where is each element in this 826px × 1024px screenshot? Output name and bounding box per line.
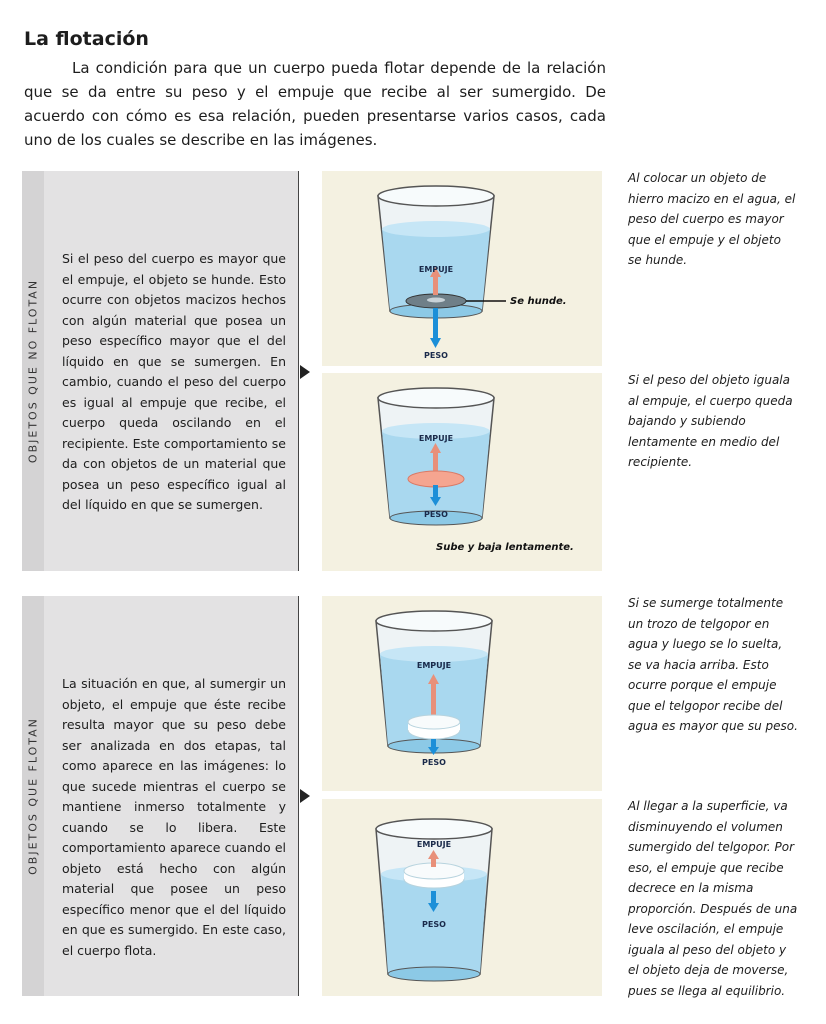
section-side-label: OBJETOS QUE FLOTAN — [26, 717, 40, 875]
figure-rising — [322, 596, 602, 791]
peso-label: PESO — [422, 920, 446, 929]
figure-note: Sube y baja lentamente. — [436, 542, 574, 553]
section-body-text: Si el peso del cuerpo es mayor que el empuje, el objeto se hunde. Esto ocurre con objetos macizos hechos con algún material que posea un peso específico mayor que el del líquido en que se sumergen. En cambio, cuando el peso del cuerpo es igual al empuje que recibe, el cuerpo queda oscilando en el recipiente. Este comportamiento se da con objetos de un material que posea un peso específico igual al del líquido en que se sumergen. — [62, 251, 286, 512]
peso-label: PESO — [422, 758, 446, 767]
figure-note: Se hunde. — [510, 296, 567, 307]
pointer-arrow-icon — [300, 789, 310, 803]
pointer-arrow-icon — [300, 365, 310, 379]
empuje-label: EMPUJE — [416, 661, 452, 670]
section-flotan-box — [22, 596, 298, 996]
figure-floating — [322, 799, 602, 996]
figure-caption: Si el peso del objeto iguala al empuje, el cuerpo queda bajando y subiendo lentamente en medio del recipiente. — [628, 373, 793, 469]
figure-oscillating — [322, 373, 602, 571]
peso-label: PESO — [424, 351, 448, 360]
figure-caption: Si se sumerge totalmente un trozo de telgopor en agua y luego se lo suelta, se va hacia arriba. Esto ocurre porque el empuje que el telgopor recibe del agua es mayor que su peso. — [628, 596, 798, 733]
side-strip — [22, 596, 44, 996]
empuje-label: EMPUJE — [418, 434, 454, 443]
section-body-text: La situación en que, al sumergir un objeto, el empuje que éste recibe resulta mayor que su peso debe ser analizada en dos etapas, tal como aparece en las imágenes: lo que sucede mientras el cuerpo se mantiene inmerso totalmente y cuando se lo libera. Este comportamiento aparece cuando el objeto está hecho con algún material que posee un peso específico menor que el del líquido en que es sumergido. En este caso, el cuerpo flota. — [62, 676, 286, 958]
section-side-label: OBJETOS QUE NO FLOTAN — [26, 278, 40, 464]
side-strip — [22, 171, 44, 571]
page-title: La flotación — [24, 28, 149, 50]
figure-caption: Al colocar un objeto de hierro macizo en el agua, el peso del cuerpo es mayor que el empuje y el objeto se hunde. — [628, 171, 796, 267]
intro-paragraph: La condición para que un cuerpo pueda flotar depende de la relación que se da entre su peso y el empuje que recibe al ser sumergido. De acuerdo con cómo es esa relación, pueden presentarse varios casos, cada uno de los cuales se describe en las imágenes. — [24, 59, 606, 149]
peso-label: PESO — [424, 510, 448, 519]
figure-caption: Al llegar a la superficie, va disminuyendo el volumen sumergido del telgopor. Por eso, el empuje que recibe decrece en la misma proporción. Después de una leve oscilación, el empuje iguala al peso del objeto y el objeto deja de moverse, pues se llega al equilibrio. — [628, 799, 798, 998]
divider-line — [298, 171, 299, 571]
figure-sinking — [322, 171, 602, 366]
section-no-flotan-box — [22, 171, 298, 571]
empuje-label: EMPUJE — [418, 265, 454, 274]
empuje-label: EMPUJE — [416, 840, 452, 849]
divider-line — [298, 596, 299, 996]
